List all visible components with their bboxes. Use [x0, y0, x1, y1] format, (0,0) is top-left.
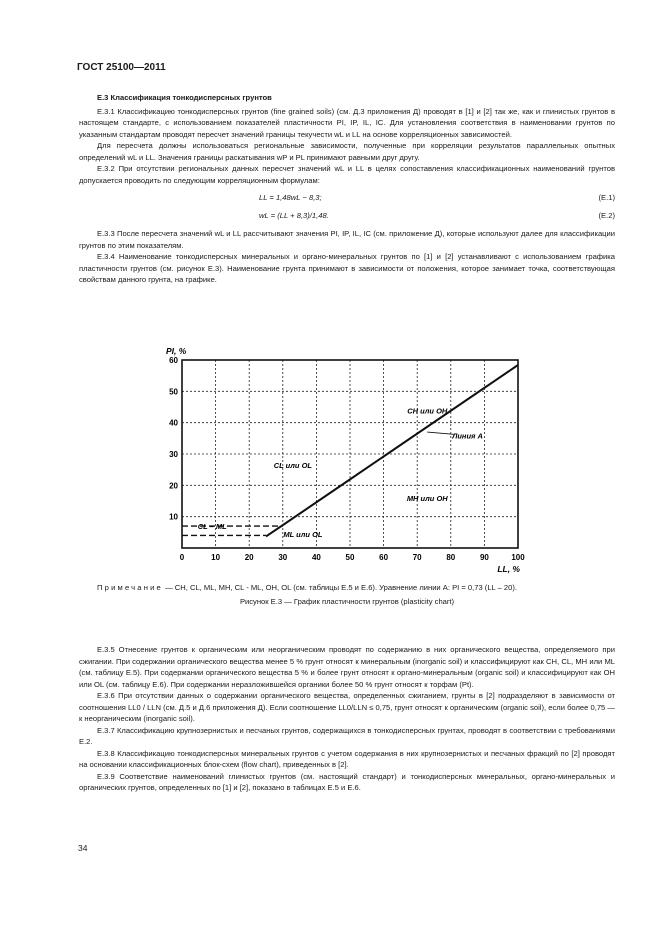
y-axis-label: PI, % [166, 346, 187, 356]
paragraph: Е.3.7 Классификацию крупнозернистых и песчаных грунтов, содержащихся в тонкодисперсных грунтах, проводят в соответствии с требованиями Е.2. [79, 725, 615, 746]
x-tick-label: 10 [211, 553, 221, 562]
paragraph: Е.3.5 Отнесение грунтов к органическим или неорганическим проводят по содержанию в них органического вещества, определяемого при сжигании. При содержании органического вещества менее 5 % грунт относят к минеральным (inorganic soil) и классифицируют как CH, CL, MH или ML (см. таблицу Е.5). При содержании органического вещества 5 % и более грунт относят к органо-минеральным (organic soil) и классифицируют как OH или OL (см. таблицу Е.6). При содержании неразложившейся органики более 50 % грунт относят к торфам (Pt). [79, 645, 615, 689]
paragraph: Е.3.4 Наименование тонкодисперсных минеральных и органо-минеральных грунтов по [1] и [2] устанавливают с использованием графика пластичности грунтов (см. рисунок Е.3). Наименование грунта принимают в зависимости от положения, которое занимает точка, соответствующая свойствам данного грунта, на графике. [79, 252, 615, 284]
page-header: ГОСТ 25100—2011 [77, 62, 166, 73]
x-tick-label: 20 [244, 553, 254, 562]
y-tick-label: 40 [169, 418, 178, 428]
formula-number: (Е.1) [598, 193, 615, 202]
region-label: MH или OH [406, 494, 448, 503]
formula-text: wL = (LL + 8,3)/1,48. [259, 211, 329, 220]
text-block-bottom [79, 644, 615, 794]
text-block-top [79, 92, 615, 286]
paragraph: Для пересчета должны использоваться региональные зависимости, полученные при корреляции результатов параллельных опытных определений wL и LL. Значения границы раскатывания wP и PL принимают равными друг другу. [79, 141, 615, 162]
series-line-a [266, 365, 518, 536]
formula-number: (Е.2) [598, 211, 615, 220]
x-tick-label: 100 [511, 553, 525, 562]
x-tick-label: 90 [479, 553, 489, 562]
section-heading: Е.3 Классификация тонкодисперсных грунтов [97, 93, 272, 102]
figure-notes [79, 582, 615, 607]
region-label: CL или OL [273, 461, 313, 471]
y-tick-label: 30 [169, 450, 178, 459]
page-number: 34 [78, 843, 88, 853]
formula-e1 [79, 192, 615, 210]
y-tick-label: 50 [169, 387, 178, 397]
figure-note [79, 582, 615, 594]
paragraph: Е.3.1 Классификацию тонкодисперсных грунтов (fine grained soils) (см. Д.3 приложения Д) проводят в [1] и [2] так же, как и глинистых грунтов в настоящем стандарте, с использованием показателей пластичности PI, IP, IL, IC. Для установления соответствия в наименовании грунтов по указанным стандартам проводят пересчет значений границы текучести wL и LL на основе корреляционных зависимостей. [79, 106, 615, 139]
region-label: ML или OL [283, 530, 323, 540]
paragraph: Е.3.3 После пересчета значений wL и LL рассчитывают значения PI, IP, IL, IC (см. приложение Д), которые используют далее для классификации грунтов по этим показателям. [79, 229, 615, 250]
line-a-pointer [427, 432, 453, 434]
x-tick-label: 0 [179, 553, 185, 562]
region-label: CL – ML [197, 522, 227, 532]
chart-labels [198, 406, 483, 539]
chart-lines [182, 365, 518, 536]
y-tick-label: 20 [169, 481, 178, 491]
line-a-label: Линия А [452, 431, 483, 441]
x-axis-label: LL, % [497, 564, 520, 574]
x-tick-label: 50 [345, 553, 355, 562]
x-tick-label: 60 [379, 553, 389, 562]
paragraph: Е.3.8 Классификацию тонкодисперсных минеральных грунтов с учетом содержания в них крупнозернистых и песчаных фракций по [2] проводят на основании классификационных блок-схем (flow chart), приведенных в [2]. [79, 748, 615, 769]
x-tick-label: 30 [278, 553, 288, 562]
y-tick-label: 60 [169, 356, 178, 365]
note-text: — CH, CL, ML, MH, CL - ML, OH, OL (см. таблицы Е.5 и Е.6). Уравнение линии А: PI = 0,73 (LL – 20). [162, 583, 518, 592]
chart-grid [182, 360, 518, 548]
paragraph: Е.3.6 При отсутствии данных о содержании органического вещества, определенных сжиганием, грунты в [2] подразделяют в зависимости от соотношения LL0 / LLN (см. Д.5 и Д.6 приложения Д). Если соотношение LL0/LLN ≤ 0,75, грунт относят к органическим (organic soil), если более 0,75 — к неорганическим (inorganic soil). [79, 691, 615, 723]
chart-ticks [166, 346, 525, 574]
figure-caption: Рисунок Е.3 — График пластичности грунтов (plasticity chart) [239, 596, 455, 606]
paragraph: Е.3.2 При отсутствии региональных данных пересчет значений wL и LL в целях сопоставления классификационных наименований грунтов допускается проводить по следующим корреляционным формулам: [79, 164, 615, 185]
x-tick-label: 80 [446, 553, 456, 562]
plasticity-chart [140, 338, 540, 578]
formula-text: LL = 1,48wL − 8,3; [259, 193, 322, 202]
formula-e2 [79, 210, 615, 228]
x-tick-label: 70 [412, 553, 422, 562]
region-label: CH или OH [407, 406, 448, 416]
paragraph: Е.3.9 Соответствие наименований глинистых грунтов (см. настоящий стандарт) и тонкодисперсных минеральных, органо-минеральных и органических грунтов, определенных по [1] и [2], показано в таблицах Е.5 и Е.6. [79, 771, 615, 792]
y-tick-label: 10 [169, 512, 178, 522]
x-tick-label: 40 [311, 553, 321, 562]
note-label: Примечание [97, 583, 163, 592]
